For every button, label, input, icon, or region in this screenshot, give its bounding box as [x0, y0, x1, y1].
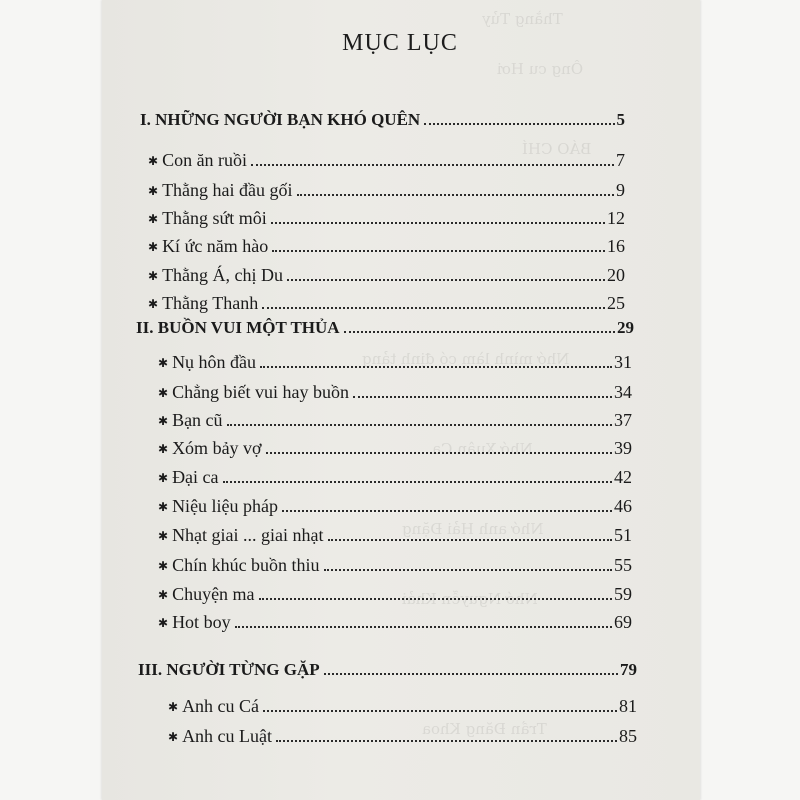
entry-title: Bạn cũ — [172, 410, 223, 430]
asterisk-bullet-icon: ✱ — [148, 297, 159, 311]
toc-entry — [158, 382, 632, 403]
entry-title: Chín khúc buồn thiu — [172, 555, 320, 575]
toc-entry — [168, 726, 637, 747]
dot-leader — [344, 331, 615, 333]
entry-title: Anh cu Cá — [182, 696, 260, 716]
dot-leader — [251, 164, 614, 166]
dot-leader — [259, 598, 612, 600]
dot-leader — [424, 123, 614, 125]
dot-leader — [276, 740, 617, 742]
dot-leader — [235, 626, 612, 628]
toc-entry — [158, 438, 632, 459]
book-page: Thằng Tủy Ông cu Hơi BÁO CHÍ Nhớ mình làm có định tảng Nhớ Xuân Ca Nhớ anh Hải Đặng Nhớ Nguyễn Khải Trần Đăng Khoa — [102, 0, 700, 800]
toc-entry — [158, 352, 632, 373]
page-number: 25 — [607, 293, 625, 313]
page-number: 69 — [614, 612, 632, 632]
dot-leader — [272, 250, 605, 252]
toc-entry — [158, 467, 632, 488]
toc-entry — [148, 236, 625, 257]
toc-entry — [148, 208, 625, 229]
dot-leader — [262, 307, 605, 309]
section-heading: I. NHỮNG NGƯỜI BẠN KHÓ QUÊN — [140, 110, 421, 129]
asterisk-bullet-icon: ✱ — [148, 184, 159, 198]
asterisk-bullet-icon: ✱ — [158, 356, 169, 370]
asterisk-bullet-icon: ✱ — [168, 700, 179, 714]
page-number: 51 — [614, 525, 632, 545]
dot-leader — [282, 510, 612, 512]
entry-title: Thằng Thanh — [162, 293, 259, 313]
page-number: 59 — [614, 584, 632, 604]
toc-entry — [158, 555, 632, 576]
page-title: MỤC LỤC — [342, 30, 458, 56]
page-number: 46 — [614, 496, 632, 516]
dot-leader — [260, 366, 612, 368]
toc-entry — [158, 525, 632, 546]
entry-title: Thằng sứt môi — [162, 208, 267, 228]
asterisk-bullet-icon: ✱ — [158, 500, 169, 514]
page-number: 12 — [607, 208, 625, 228]
section-heading: II. BUỒN VUI MỘT THỦA — [136, 318, 340, 337]
asterisk-bullet-icon: ✱ — [158, 559, 169, 573]
dot-leader — [287, 279, 605, 281]
dot-leader — [266, 452, 612, 454]
asterisk-bullet-icon: ✱ — [158, 414, 169, 428]
asterisk-bullet-icon: ✱ — [148, 269, 159, 283]
page-number: 7 — [616, 150, 625, 170]
dot-leader — [223, 481, 612, 483]
toc-section-1 — [140, 110, 625, 130]
asterisk-bullet-icon: ✱ — [158, 386, 169, 400]
toc-entry — [148, 265, 625, 286]
page-number: 31 — [614, 352, 632, 372]
asterisk-bullet-icon: ✱ — [148, 212, 159, 226]
page-number: 34 — [614, 382, 632, 402]
page-number: 85 — [619, 726, 637, 746]
dot-leader — [353, 396, 612, 398]
toc-entry — [158, 612, 632, 633]
entry-title: Đại ca — [172, 467, 219, 487]
page-number: 81 — [619, 696, 637, 716]
dot-leader — [324, 569, 612, 571]
dot-leader — [324, 673, 618, 675]
entry-title: Chẳng biết vui hay buồn — [172, 382, 350, 402]
toc-section-2 — [136, 318, 634, 338]
toc-section-3 — [138, 660, 637, 680]
toc-entry — [158, 410, 632, 431]
toc-entry — [158, 584, 632, 605]
asterisk-bullet-icon: ✱ — [158, 529, 169, 543]
entry-title: Nụ hôn đầu — [172, 352, 257, 372]
page-number: 79 — [620, 660, 637, 679]
page-number: 37 — [614, 410, 632, 430]
asterisk-bullet-icon: ✱ — [148, 154, 159, 168]
asterisk-bullet-icon: ✱ — [158, 616, 169, 630]
page-number: 16 — [607, 236, 625, 256]
page-number: 42 — [614, 467, 632, 487]
entry-title: Niệu liệu pháp — [172, 496, 279, 516]
entry-title: Nhạt giai ... giai nhạt — [172, 525, 324, 545]
dot-leader — [263, 710, 617, 712]
asterisk-bullet-icon: ✱ — [158, 588, 169, 602]
page-number: 29 — [617, 318, 634, 337]
toc-entry — [168, 696, 637, 717]
entry-title: Chuyện ma — [172, 584, 255, 604]
entry-title: Anh cu Luật — [182, 726, 273, 746]
page-number: 55 — [614, 555, 632, 575]
page-number: 9 — [616, 180, 625, 200]
entry-title: Thằng Á, chị Du — [162, 265, 284, 285]
asterisk-bullet-icon: ✱ — [158, 471, 169, 485]
asterisk-bullet-icon: ✱ — [168, 730, 179, 744]
dot-leader — [328, 539, 612, 541]
asterisk-bullet-icon: ✱ — [148, 240, 159, 254]
toc-entry — [148, 150, 625, 171]
page-number: 5 — [616, 110, 625, 129]
page-number: 39 — [614, 438, 632, 458]
entry-title: Hot boy — [172, 612, 231, 632]
section-heading: III. NGƯỜI TỪNG GẶP — [138, 660, 320, 679]
dot-leader — [297, 194, 614, 196]
entry-title: Thằng hai đầu gối — [162, 180, 293, 200]
entry-title: Con ăn ruồi — [162, 150, 248, 170]
entry-title: Xóm bảy vợ — [172, 438, 262, 458]
toc-entry — [148, 180, 625, 201]
dot-leader — [227, 424, 612, 426]
entry-title: Kí ức năm hào — [162, 236, 269, 256]
page-number: 20 — [607, 265, 625, 285]
dot-leader — [271, 222, 605, 224]
asterisk-bullet-icon: ✱ — [158, 442, 169, 456]
toc-entry — [148, 293, 625, 314]
toc-entry — [158, 496, 632, 517]
